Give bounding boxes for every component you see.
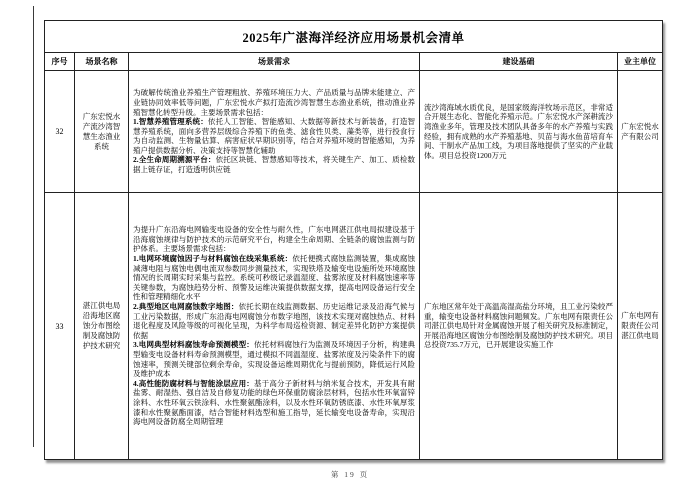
construction-basis: 流沙湾海域水质优良，是国家级海洋牧场示范区，非常适合开展生态化、智能化养殖示范。广东宏悦水产深耕流沙湾渔业多年，管理及技术团队具备多年的水产养殖与实践经验，拥有成熟的水产养殖基地、贝苗与海水鱼苗培育车间、干制水产品加工线，为项目落地提供了坚实的产业载体。项目总投资1200万元 — [420, 71, 618, 193]
page-margin-line — [33, 6, 34, 447]
demand-item — [133, 117, 415, 155]
demand-item-text: 依托区块链、智慧感知等技术，将关键生产、加工、质检数据上链存证，打造透明供应链 — [133, 155, 416, 175]
page-number: 第 19 页 — [330, 470, 370, 479]
demand-item-text: 依托便携式腐蚀监测装置，集成腐蚀减薄电阻与腐蚀电偶电流双参数同步测量技术，实现铁塔及输变电设施所处环境腐蚀情况的长周期实时采集与监控。系统可秒级记录温湿度、盐雾浓度及材料腐蚀速率等关键参数，为腐蚀趋势分析、预警及运维决策提供数据支撑，提高电网设备运行安全性和管理精细化水平 — [133, 254, 415, 302]
demand-item-text: 依托长期在线监测数据、历史运维记录及沿海气候与工业污染数据，形成广东沿海电网腐蚀分布数字地图，该技术实现对腐蚀热点、材料退化程度及风险等级的可视化呈现，为科学布局巡检资源、制定差异化防护方案提供依据 — [133, 302, 416, 340]
demand-item-label: 4.高性能防腐材料与智能涂层应用： — [133, 378, 254, 388]
demand-item-text: 依托材料腐蚀行为监测及环境因子分析，构建典型输变电设备材料寿命预测模型，通过模拟不同温湿度、盐雾浓度及污染条件下的腐蚀速率，预测关键部位剩余寿命，实现设备运维周期优化与提前预防，降低运行风险及维护成本 — [133, 340, 416, 379]
title-row — [45, 21, 663, 53]
demand-intro: 为破解传统渔业养殖生产管理粗放、养殖环境压力大、产品质量与品牌未能建立、产业链协同效率低等问题，广东宏悦水产拟打造流沙湾智慧生态渔业系统，推动渔业养殖智慧化转型升级。主要场景需求包括： — [133, 88, 415, 117]
demand-item — [133, 254, 415, 302]
demand-item — [133, 340, 415, 378]
construction-basis: 广东地区常年处于高温高湿高盐分环境，且工业污染较严重，输变电设备材料腐蚀问题频发。广东电网有限责任公司湛江供电局针对金属腐蚀开展了相关研究及标准制定，开展沿海地区腐蚀分布图绘制及腐蚀防护技术研究。项目总投资735.7万元，已开展建设实施工作 — [420, 193, 618, 460]
table-row-32 — [45, 71, 663, 193]
demand-item-label: 1.电网环境腐蚀因子与材料腐蚀在线采集系统： — [133, 254, 293, 264]
col-header-scenario-name: 场景名称 — [75, 53, 129, 71]
demand-item-text: 依托人工智能、智能感知、大数据等新技术与新装备，打造智慧养殖系统，面向多营养层级综合养殖下的鱼类、滤食性贝类、藻类等，进行投食行为自动监测、生物量估算、病害症状早期识别等，结合对养殖环境的智能感知，为养殖户提供数据分析、决策支持等智慧化辅助 — [133, 117, 416, 155]
demand-item — [133, 379, 415, 427]
owner-unit: 广东宏悦水产有限公司 — [618, 71, 663, 193]
scenario-name: 湛江供电局沿海地区腐蚀分布图绘制及腐蚀防护技术研究 — [75, 193, 129, 460]
table-row-33 — [45, 193, 663, 460]
demand-item-label: 1.智慧养殖管理系统： — [133, 117, 208, 127]
row-number: 33 — [45, 193, 75, 460]
col-header-owner-unit: 业主单位 — [618, 53, 663, 71]
demand-item-label: 2.典型地区电网腐蚀数字地图： — [133, 302, 239, 312]
demand-item — [133, 302, 415, 340]
col-header-construction-basis: 建设基础 — [420, 53, 618, 71]
demand-item-label: 2.全生命周期溯源平台： — [133, 155, 216, 165]
owner-unit: 广东电网有限责任公司湛江供电局 — [618, 193, 663, 460]
column-header-row — [45, 53, 663, 71]
demand-item-text: 基于高分子新材料与纳米复合技术，开发具有耐盐雾、耐湿热、强自洁及自修复功能的绿色环保重防腐涂层材料，包括水性环氧富锌涂料、水性环氧云铁涂料、水性聚氨酯涂料，以及水性环氧防锈底漆、水性环氧厚浆漆和水性聚氨酯面漆，结合智能材料选型和施工指导，延长输变电设备寿命，实现沿海电网设备防腐全周期管理 — [133, 378, 416, 427]
table-title: 2025年广湛海洋经济应用场景机会清单 — [45, 21, 663, 53]
demand-item — [133, 155, 415, 174]
demand-item-label: 3.电网典型材料腐蚀寿命预测模型： — [133, 340, 254, 350]
col-header-no: 序号 — [45, 53, 75, 71]
scenario-demand — [129, 71, 420, 193]
row-number: 32 — [45, 71, 75, 193]
scenario-name: 广东宏悦水产流沙湾智慧生态渔业系统 — [75, 71, 129, 193]
scenario-demand — [129, 193, 420, 460]
col-header-scenario-demand: 场景需求 — [129, 53, 420, 71]
demand-intro: 为提升广东沿海电网输变电设备的安全性与耐久性，广东电网湛江供电局拟建设基于沿海腐蚀规律与防护技术的示范研究平台，构建全生命周期、全链条的腐蚀监测与防护体系。主要场景需求包括： — [133, 225, 415, 254]
opportunity-list-table — [44, 20, 663, 460]
